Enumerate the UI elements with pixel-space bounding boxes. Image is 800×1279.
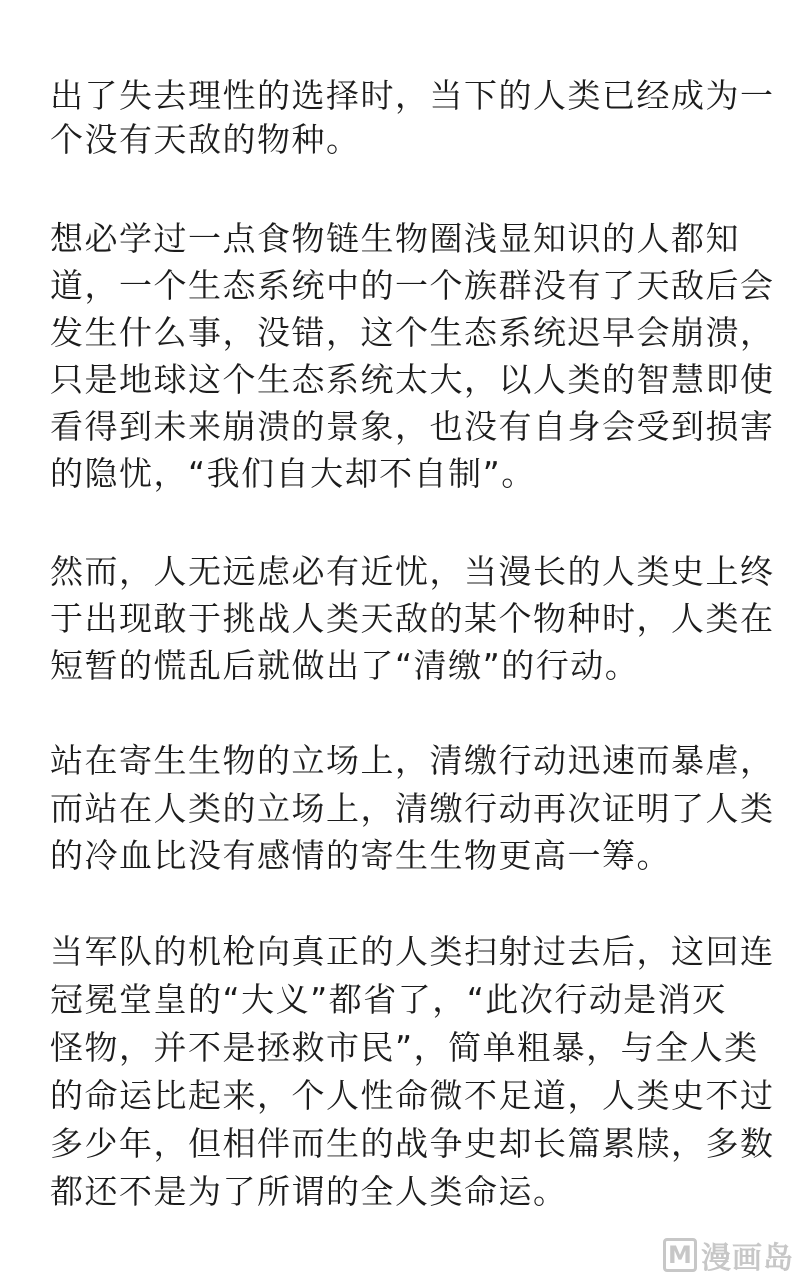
text-line: 都还不是为了所谓的全人类命运。 xyxy=(50,1172,568,1211)
text-line: 发生什么事，没错，这个生态系统迟早会崩溃， xyxy=(50,313,775,352)
text-line: 个没有天敌的物种。 xyxy=(50,120,361,159)
text-line: 冠冕堂皇的“大义”都省了，“此次行动是消灭 xyxy=(50,980,727,1019)
text-line: 多少年，但相伴而生的战争史却长篇累牍，多数 xyxy=(50,1124,775,1163)
text-line: 的隐忧，“我们自大却不自制”。 xyxy=(50,454,536,493)
text-line: 只是地球这个生态系统太大，以人类的智慧即使 xyxy=(50,360,775,399)
text-line: 道，一个生态系统中的一个族群没有了天敌后会 xyxy=(50,266,775,305)
text-line: 站在寄生生物的立场上，清缴行动迅速而暴虐， xyxy=(50,741,775,780)
text-line: 怪物，并不是拯救市民”，简单粗暴，与全人类 xyxy=(50,1028,759,1067)
text-line: 短暂的慌乱后就做出了“清缴”的行动。 xyxy=(50,646,640,685)
watermark-logo-icon: M xyxy=(663,1238,697,1272)
text-line: 于出现敢于挑战人类天敌的某个物种时，人类在 xyxy=(50,599,775,638)
text-line: 看得到未来崩溃的景象，也没有自身会受到损害 xyxy=(50,407,775,446)
text-line: 当军队的机枪向真正的人类扫射过去后，这回连 xyxy=(50,932,775,971)
watermark-text: 漫画岛 xyxy=(701,1241,794,1276)
watermark xyxy=(663,1235,794,1275)
text-line: 的冷血比没有感情的寄生生物更高一筹。 xyxy=(50,836,671,875)
text-line: 出了失去理性的选择时，当下的人类已经成为一 xyxy=(50,76,775,115)
text-line: 而站在人类的立场上，清缴行动再次证明了人类 xyxy=(50,789,775,828)
text-line: 然而，人无远虑必有近忧，当漫长的人类史上终 xyxy=(50,552,775,591)
text-line: 想必学过一点食物链生物圈浅显知识的人都知 xyxy=(50,219,740,258)
text-line: 的命运比起来，个人性命微不足道，人类史不过 xyxy=(50,1076,775,1115)
